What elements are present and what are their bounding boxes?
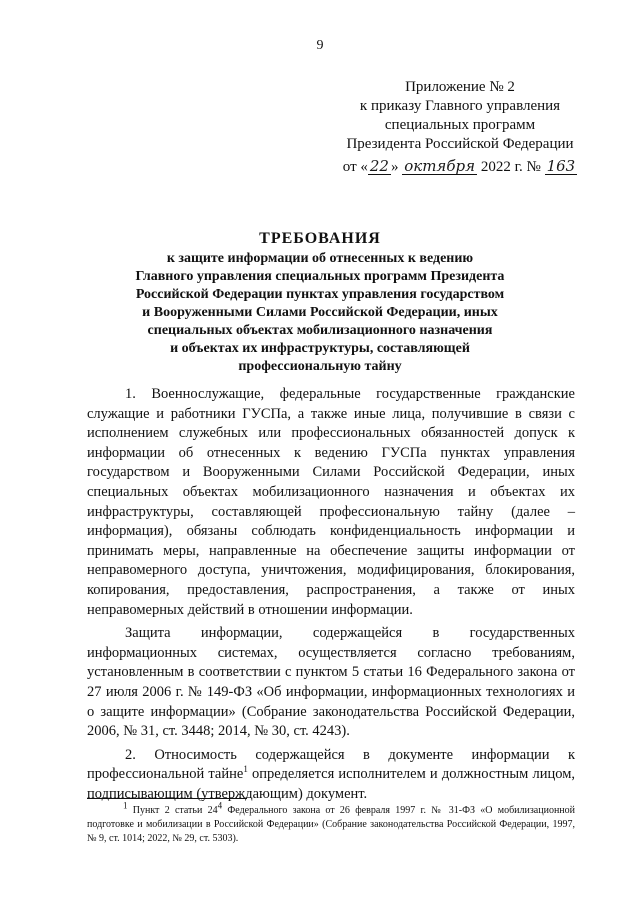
footnote-reference: 1 — [243, 764, 248, 775]
paragraph-3-text-b: определяется исполнителем и должностным лицом, подписывающим (утверждающим) документ. — [87, 766, 575, 802]
appendix-line-1: Приложение № 2 — [405, 79, 515, 95]
order-date-line — [335, 158, 585, 177]
paragraph-3 — [87, 746, 575, 805]
handwritten-month: октября — [404, 157, 476, 175]
appendix-line-2: к приказу Главного управления — [359, 98, 561, 114]
page-number: 9 — [316, 38, 324, 53]
handwritten-day: 22 — [369, 157, 389, 175]
paragraph-2: Защита информации, содержащейся в государственных информационных системах, осуществляется согласно требованиям, установленным в соответствии с пунктом 5 статьи 16 Федерального закона от 27 июля 2006 г. № 149-ФЗ «Об информации, информационных технологиях и о защите информации» (Собрание законодательства Российской Федерации, 2006, № 31, ст. 3448; 2014, № 30, ст. 4243). — [87, 625, 575, 740]
document-body — [87, 385, 575, 804]
footnote-divider — [87, 798, 247, 799]
footnote-marker: 1 — [123, 800, 128, 811]
paragraph-3-text-a: 2. Относимость содержащейся в документе информации к профессиональной тайне — [87, 746, 575, 783]
footnote — [87, 800, 575, 846]
footnote-text-b: Федерального закона от 26 февраля 1997 г. № 31-ФЗ «О мобилизационной подготовке и мобилизации в Российской Федерации» (Собрание законодательства Российской Федерации, 1997, № 9, ст. 1014; 2022, № 29, ст. 5303). — [87, 805, 575, 844]
appendix-line-4: Президента Российской Федерации — [346, 136, 574, 152]
appendix-header — [335, 78, 585, 177]
footnote-text-a: Пункт 2 статьи 24 — [127, 805, 218, 816]
title-line-4: и Вооруженными Силами Российской Федерации, иных — [142, 305, 498, 320]
title-line-6: и объектах их инфраструктуры, составляющей — [170, 341, 470, 356]
paragraph-1: 1. Военнослужащие, федеральные государственные гражданские служащие и работники ГУСПа, а также иные лица, получившие в связи с исполнением служебных или профессиональных обязанностей допуск к информации об отнесенных к ведению ГУСПа пунктах управления государством и Вооруженными Силами Российской Федерации, иных специальных объектах мобилизационного назначения и объектах их инфраструктуры, составляющей профессиональную тайну (далее – информация), обязаны соблюдать конфиденциальность информации и принимать меры, направленные на обеспечение защиты информации от неправомерного доступа, уничтожения, модифицирования, блокирования, копирования, предоставления, распространения, а также от иных неправомерных действий в отношении информации. — [87, 386, 575, 618]
document-title — [95, 228, 545, 376]
title-line-7: профессиональную тайну — [238, 359, 402, 374]
title-line-1: к защите информации об отнесенных к ведению — [166, 251, 474, 266]
title-line-5: специальных объектах мобилизационного назначения — [147, 323, 493, 338]
title-line-2: Главного управления специальных программ Президента — [135, 269, 505, 284]
date-quote: » — [390, 159, 399, 175]
date-year: 2022 г. № — [480, 159, 541, 175]
title-line-3: Российской Федерации пунктах управления государством — [135, 287, 505, 302]
title-main: ТРЕБОВАНИЯ — [259, 230, 381, 247]
footnote-superscript: 4 — [217, 800, 223, 811]
appendix-line-3: специальных программ — [384, 117, 536, 133]
handwritten-order-number: 163 — [546, 157, 576, 175]
date-prefix: от « — [342, 159, 368, 175]
